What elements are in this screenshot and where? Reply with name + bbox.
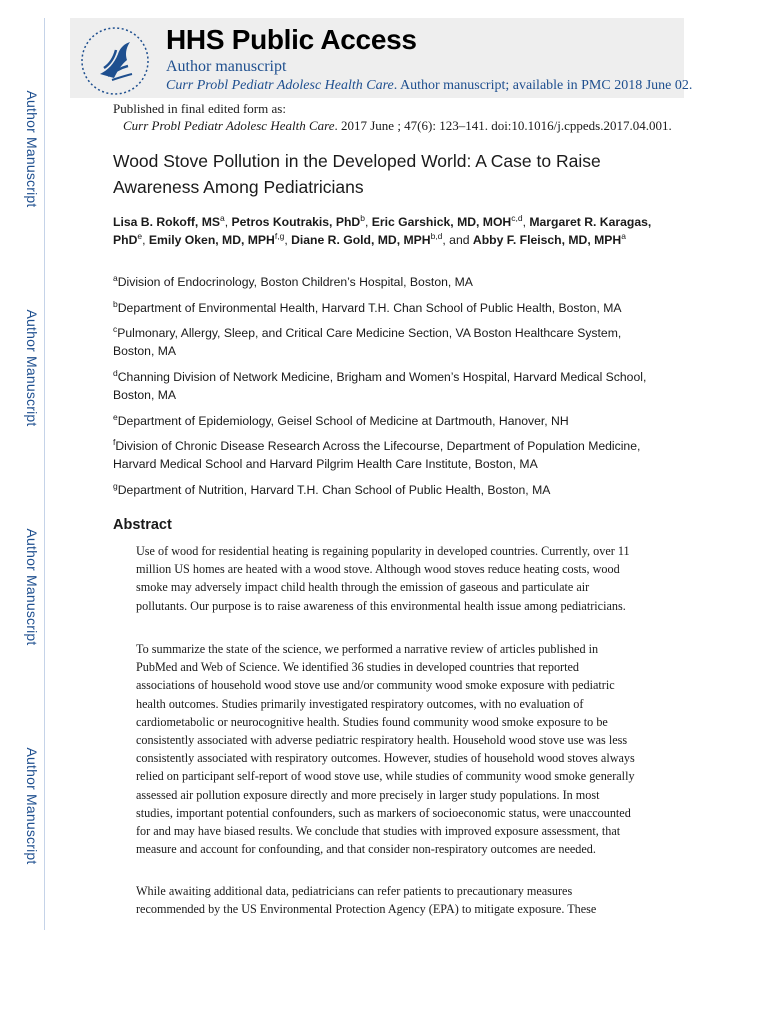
author-affiliation-mark: f,g (274, 230, 285, 241)
author-name: Lisa B. Rokoff, MS (113, 215, 220, 229)
publication-details: . 2017 June ; 47(6): 123–141. doi:10.1016/j.cppeds.2017.04.001. (334, 118, 672, 133)
author-affiliation-mark: a (621, 230, 626, 241)
affiliation-c (113, 324, 658, 360)
abstract-heading: Abstract (113, 517, 172, 533)
affiliation-text: Department of Epidemiology, Geisel School of Medicine at Dartmouth, Hanover, NH (117, 414, 569, 428)
author-name: Abby F. Fleisch, MD, MPH (472, 233, 622, 247)
affiliation-d (113, 368, 658, 404)
side-label-2: Author Manuscript (24, 309, 40, 427)
side-label-4: Author Manuscript (24, 747, 40, 865)
author-affiliation-mark: a (220, 212, 225, 223)
author-name: Petros Koutrakis, PhD (231, 215, 361, 229)
affiliation-key: e (113, 411, 118, 422)
affiliation-key: b (113, 298, 118, 309)
publication-label: Published in final edited form as: (113, 101, 286, 116)
side-label-1: Author Manuscript (24, 90, 40, 208)
abstract-paragraph-1: Use of wood for residential heating is regaining popularity in developed countries. Currently, over 11 million US homes are heated with a wood stove. Although wood stoves reduce heating costs, wood smoke may adversely impact child health through the emission of gaseous and particulate air pollutants. Our purpose is to raise awareness of this environmental health issue among pediatricians. (136, 544, 630, 613)
affiliation-g (113, 481, 658, 499)
margin-rule (44, 18, 45, 930)
affiliation-text: Division of Chronic Disease Research Across the Lifecourse, Department of Population Medicine, Harvard Medical School and Harvard Pilgrim Health Care Institute, Boston, MA (113, 439, 641, 471)
publication-info (113, 100, 672, 134)
author-affiliation-mark: c,d (511, 212, 523, 223)
author-separator: , (224, 215, 232, 229)
author-name: Margaret R. Karagas, PhD (113, 215, 652, 247)
affiliation-text: Department of Nutrition, Harvard T.H. Chan School of Public Health, Boston, MA (117, 483, 551, 497)
affiliation-a (113, 273, 658, 291)
author-separator: , (364, 215, 372, 229)
header-citation (166, 78, 692, 94)
affiliation-key: f (113, 436, 116, 447)
hhs-eagle-logo-icon (78, 24, 152, 98)
affiliation-text: Division of Endocrinology, Boston Children’s Hospital, Boston, MA (117, 275, 473, 289)
header-subtitle: Author manuscript (166, 58, 287, 75)
affiliation-text: Pulmonary, Allergy, Sleep, and Critical Care Medicine Section, VA Boston Healthcare System, Boston, MA (113, 326, 622, 358)
affiliation-key: d (113, 367, 118, 378)
affiliation-e (113, 412, 658, 430)
author-name: Eric Garshick, MD, MOH (371, 215, 512, 229)
affiliation-key: c (113, 323, 118, 334)
affiliation-b (113, 299, 658, 317)
abstract-paragraph-2: To summarize the state of the science, we performed a narrative review of articles published in PubMed and Web of Science. We identified 36 studies in developed countries that reported associations of household wood stove use and/or community wood smoke exposure with pediatric health outcomes. Studies primarily investigated respiratory outcomes, with no evaluation of cardiometabolic or neurocognitive health. Studies found community wood smoke exposure to be consistently associated with adverse pediatric respiratory health. Household wood stove use was less consistently associated with respiratory outcomes. However, studies of household wood stoves always relied on participant self-report of wood stove use, while studies of community wood smoke generally assessed air pollution exposure directly and more precisely in larger study populations. In most studies, important potential confounders, such as markers of socioeconomic status, were unaccounted for and may have biased results. We conclude that studies with improved exposure assessment, that measure and account for confounding, and that consider non-respiratory outcomes are needed. (136, 642, 635, 857)
affiliation-text: Channing Division of Network Medicine, Brigham and Women’s Hospital, Harvard Medical School, Boston, MA (113, 370, 647, 402)
affiliation-key: g (113, 480, 118, 491)
article-title-line-2: Awareness Among Pediatricians (113, 177, 364, 197)
affiliation-text: Department of Environmental Health, Harvard T.H. Chan School of Public Health, Boston, MA (117, 301, 622, 315)
author-affiliation-mark: e (137, 230, 143, 241)
publication-citation (113, 117, 672, 134)
affiliation-f (113, 437, 658, 473)
author-separator: , and (442, 233, 473, 247)
hhs-header-banner (70, 18, 693, 98)
article-title (113, 148, 673, 200)
publication-journal: Curr Probl Pediatr Adolesc Health Care (123, 118, 335, 133)
author-separator: , (142, 233, 149, 247)
author-affiliation-mark: b (360, 212, 365, 223)
header-title: HHS Public Access (166, 24, 417, 55)
author-name: Emily Oken, MD, MPH (148, 233, 275, 247)
abstract-paragraph-3: While awaiting additional data, pediatricians can refer patients to precautionary measures recommended by the US Environmental Protection Agency (EPA) to mitigate exposure. These (136, 884, 597, 917)
article-title-line-1: Wood Stove Pollution in the Developed World: A Case to Raise (113, 151, 601, 171)
author-affiliation-mark: b,d (430, 230, 443, 241)
author-name: Diane R. Gold, MD, MPH (291, 233, 431, 247)
author-separator: , (522, 215, 530, 229)
header-availability: . Author manuscript; available in PMC 2018 June 02. (393, 78, 693, 93)
header-journal: Curr Probl Pediatr Adolesc Health Care (166, 78, 394, 93)
author-separator: , (284, 233, 292, 247)
side-label-3: Author Manuscript (24, 528, 40, 646)
affiliation-key: a (113, 272, 118, 283)
author-list (113, 213, 658, 249)
